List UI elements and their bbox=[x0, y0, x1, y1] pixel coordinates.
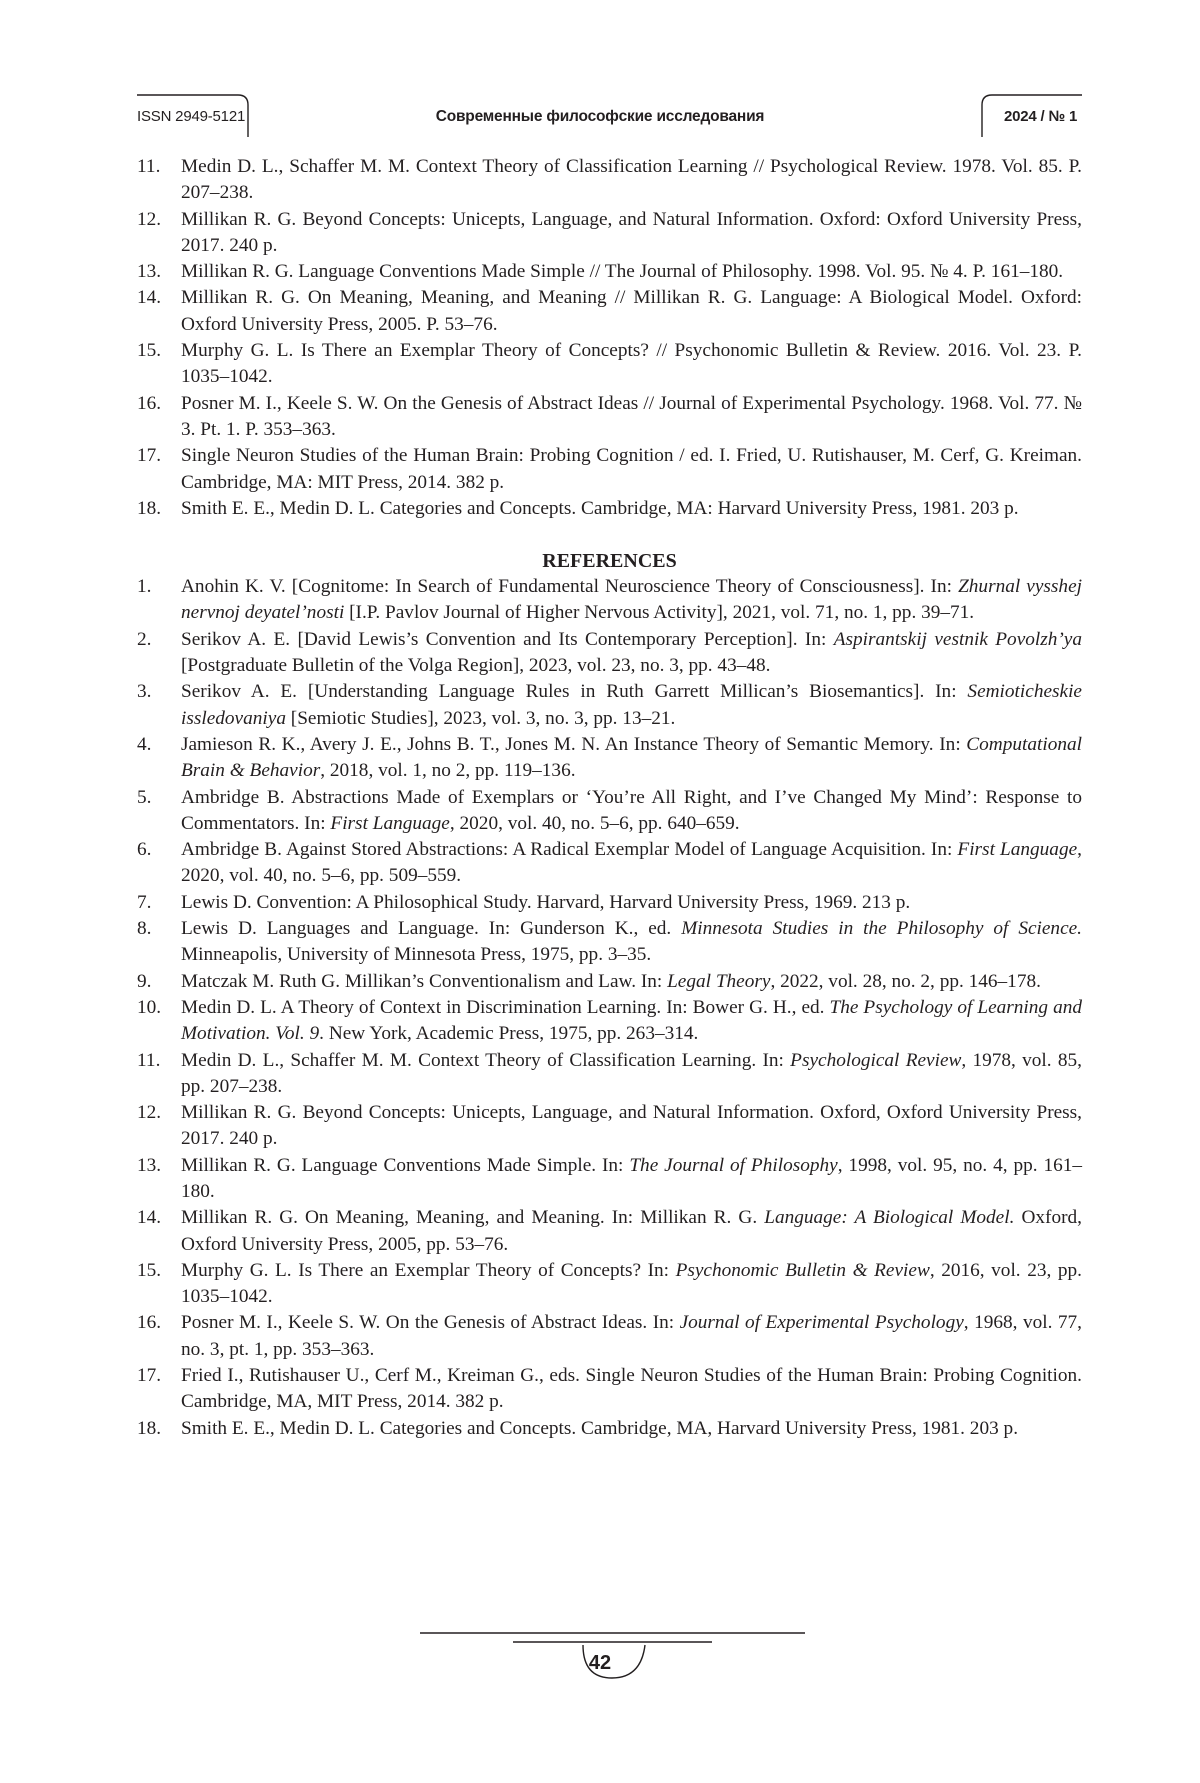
reference-source-title: The Journal of Philosophy bbox=[629, 1154, 838, 1176]
reference-item bbox=[137, 1205, 1082, 1258]
reference-source-title: Aspirantskij vestnik Povolzh’ya bbox=[833, 628, 1083, 650]
reference-item bbox=[137, 1310, 1082, 1363]
reference-source-title: Journal of Experimental Psychology bbox=[679, 1312, 964, 1334]
reference-item bbox=[137, 837, 1082, 890]
reference-text bbox=[181, 681, 1082, 728]
reference-text bbox=[181, 918, 1082, 965]
reference-text-segment: Minneapolis, University of Minnesota Press, 1975, pp. 3–35. bbox=[181, 944, 652, 966]
reference-text-segment: Posner M. I., Keele S. W. On the Genesis of Abstract Ideas. In: bbox=[181, 1312, 680, 1334]
reference-text-segment: Millikan R. G. On Meaning, Meaning, and Meaning. In: Millikan R. G. bbox=[181, 1207, 765, 1229]
reference-item bbox=[137, 443, 1082, 496]
reference-text-segment: Smith E. E., Medin D. L. Categories and Concepts. Cambridge, MA: Harvard University Press, 1981. 203 p. bbox=[181, 497, 1019, 519]
reference-item bbox=[137, 1153, 1082, 1206]
reference-item bbox=[137, 207, 1082, 260]
reference-source-title: Legal Theory bbox=[667, 970, 771, 992]
reference-text-segment: Millikan R. G. Language Conventions Made Simple. In: bbox=[181, 1154, 630, 1176]
reference-item bbox=[137, 574, 1082, 627]
reference-number: 5. bbox=[137, 786, 152, 808]
reference-item bbox=[137, 995, 1082, 1048]
reference-source-title: Minnesota Studies in the Philosophy of Science. bbox=[681, 918, 1083, 940]
reference-item bbox=[137, 1258, 1082, 1311]
reference-text bbox=[181, 1365, 1082, 1412]
reference-text-segment: , 2020, vol. 40, no. 5–6, pp. 640–659. bbox=[449, 812, 740, 834]
reference-text-segment: Smith E. E., Medin D. L. Categories and Concepts. Cambridge, MA, Harvard University Press, 1981. 203 p. bbox=[181, 1417, 1019, 1439]
reference-text-segment: Jamieson R. K., Avery J. E., Johns B. T., Jones M. N. An Instance Theory of Semantic Memory. In: bbox=[181, 733, 967, 755]
reference-number: 17. bbox=[137, 445, 162, 467]
reference-item bbox=[137, 338, 1082, 391]
reference-source-title: Psychological Review bbox=[790, 1049, 962, 1071]
reference-text bbox=[181, 1155, 1082, 1202]
reference-item bbox=[137, 969, 1082, 995]
reference-number: 18. bbox=[137, 497, 162, 519]
reference-text bbox=[181, 156, 1082, 203]
reference-text-segment: Murphy G. L. Is There an Exemplar Theory of Concepts? In: bbox=[181, 1259, 676, 1281]
reference-number: 1. bbox=[137, 576, 152, 598]
reference-text-segment: , 1968, vol. 77, no. 3, pt. 1, pp. 353–363. bbox=[181, 1312, 1082, 1360]
reference-text-segment: Single Neuron Studies of the Human Brain: Probing Cognition / ed. I. Fried, U. Rutishauser, M. Cerf, G. Kreiman. Cambridge, MA: MIT Press, 2014. 382 p. bbox=[181, 445, 1082, 493]
reference-text-segment: Posner M. I., Keele S. W. On the Genesis of Abstract Ideas // Journal of Experimental Psychology. 1968. Vol. 77. № 3. Pt. 1. P. 353–363. bbox=[181, 392, 1082, 440]
reference-text-segment: Serikov A. E. [David Lewis’s Convention and Its Contemporary Perception]. In: bbox=[181, 628, 834, 650]
reference-text-segment: Oxford, Oxford University Press, 2005, pp. 53–76. bbox=[181, 1207, 1082, 1255]
reference-text-segment: Millikan R. G. On Meaning, Meaning, and Meaning // Millikan R. G. Language: A Biological Model. Oxford: Oxford University Press, 2005. P. 53–76. bbox=[181, 287, 1082, 335]
reference-number: 16. bbox=[137, 392, 162, 414]
reference-number: 2. bbox=[137, 628, 152, 650]
reference-text bbox=[181, 261, 1063, 282]
page-content bbox=[137, 154, 1082, 1442]
reference-number: 12. bbox=[137, 208, 162, 230]
reference-source-title: Psychonomic Bulletin & Review bbox=[675, 1259, 930, 1281]
reference-number: 11. bbox=[137, 1049, 161, 1071]
reference-text-segment: Fried I., Rutishauser U., Cerf M., Kreiman G., eds. Single Neuron Studies of the Human Brain: Probing Cognition. Cambridge, MA, MIT Press, 2014. 382 p. bbox=[181, 1365, 1082, 1413]
reference-item bbox=[137, 890, 1082, 916]
reference-text bbox=[181, 445, 1082, 492]
reference-number: 14. bbox=[137, 287, 162, 309]
reference-text-segment: Millikan R. G. Language Conventions Made Simple // The Journal of Philosophy. 1998. Vol. 95. № 4. P. 161–180. bbox=[181, 261, 1064, 283]
reference-text-segment: [Semiotic Studies], 2023, vol. 3, no. 3, pp. 13–21. bbox=[285, 707, 676, 729]
reference-number: 4. bbox=[137, 733, 152, 755]
reference-text-segment: Medin D. L. A Theory of Context in Discrimination Learning. In: Bower G. H., ed. bbox=[181, 996, 830, 1018]
reference-text bbox=[181, 209, 1082, 256]
reference-item bbox=[137, 679, 1082, 732]
reference-text-segment: . New York, Academic Press, 1975, pp. 263–314. bbox=[319, 1023, 699, 1045]
reference-text-segment: [Postgraduate Bulletin of the Volga Region], 2023, vol. 23, no. 3, pp. 43–48. bbox=[181, 655, 771, 677]
reference-number: 18. bbox=[137, 1417, 162, 1439]
reference-text-segment: Anohin K. V. [Cognitome: In Search of Fundamental Neuroscience Theory of Consciousness]. In: bbox=[181, 576, 959, 598]
journal-issn: ISSN 2949-5121 bbox=[137, 108, 246, 125]
reference-source-title: The Psychology of Learning and Motivation. Vol. 9 bbox=[181, 996, 1082, 1045]
reference-source-title: First Language bbox=[330, 812, 450, 834]
page-footer bbox=[0, 1620, 1200, 1710]
reference-number: 9. bbox=[137, 970, 152, 992]
reference-item bbox=[137, 391, 1082, 444]
reference-text bbox=[181, 340, 1082, 387]
reference-text bbox=[181, 1260, 1082, 1307]
reference-text-segment: Millikan R. G. Beyond Concepts: Unicepts, Language, and Natural Information. Oxford, Oxford University Press, 2017. 240 p. bbox=[181, 1102, 1082, 1150]
reference-text bbox=[181, 498, 1019, 519]
journal-issue: 2024 / № 1 bbox=[1004, 108, 1078, 125]
reference-text bbox=[181, 971, 1041, 992]
reference-source-title: Language: A Biological Model. bbox=[764, 1207, 1015, 1229]
reference-text bbox=[181, 997, 1082, 1044]
reference-text-segment: Lewis D. Languages and Language. In: Gunderson K., ed. bbox=[181, 918, 682, 940]
reference-text-segment: Millikan R. G. Beyond Concepts: Unicepts, Language, and Natural Information. Oxford: Oxford University Press, 2017. 240 p. bbox=[181, 208, 1082, 256]
reference-text bbox=[181, 892, 910, 913]
reference-number: 12. bbox=[137, 1102, 162, 1124]
references-list bbox=[137, 574, 1082, 1442]
journal-title: Современные философские исследования bbox=[435, 108, 765, 125]
reference-item bbox=[137, 785, 1082, 838]
reference-text-segment: Ambridge B. Against Stored Abstractions: A Radical Exemplar Model of Language Acquisition. In: bbox=[181, 839, 958, 861]
reference-text-segment: , 2018, vol. 1, no 2, pp. 119–136. bbox=[320, 760, 576, 782]
references-heading: REFERENCES bbox=[542, 550, 677, 573]
reference-text-segment: , 2022, vol. 28, no. 2, pp. 146–178. bbox=[770, 970, 1041, 992]
reference-text bbox=[181, 787, 1082, 834]
reference-item bbox=[137, 1048, 1082, 1101]
reference-number: 11. bbox=[137, 156, 161, 177]
reference-text-segment: , 2016, vol. 23, pp. 1035–1042. bbox=[181, 1259, 1082, 1308]
reference-text bbox=[181, 734, 1082, 781]
reference-text-segment: Ambridge B. Abstractions Made of Exemplars or ‘You’re All Right, and I’ve Changed My Mind’: Response to Commentators. In: bbox=[181, 786, 1082, 834]
reference-text bbox=[181, 629, 1082, 676]
reference-number: 14. bbox=[137, 1207, 162, 1229]
reference-text bbox=[181, 1418, 1018, 1439]
reference-item bbox=[137, 259, 1082, 285]
reference-text bbox=[181, 576, 1082, 623]
running-header bbox=[0, 0, 1200, 150]
reference-item bbox=[137, 1100, 1082, 1153]
bibliography-russian-continued bbox=[137, 154, 1082, 522]
reference-text bbox=[181, 1207, 1082, 1254]
reference-number: 15. bbox=[137, 1259, 162, 1281]
reference-text-segment: [I.P. Pavlov Journal of Higher Nervous Activity], 2021, vol. 71, no. 1, pp. 39–71. bbox=[344, 602, 975, 624]
reference-text bbox=[181, 1312, 1082, 1359]
reference-item bbox=[137, 496, 1082, 522]
reference-number: 13. bbox=[137, 261, 162, 283]
reference-number: 3. bbox=[137, 681, 152, 703]
reference-number: 8. bbox=[137, 918, 152, 940]
reference-text-segment: Medin D. L., Schaffer M. M. Context Theory of Classification Learning. In: bbox=[181, 1049, 791, 1071]
reference-item bbox=[137, 916, 1082, 969]
reference-number: 15. bbox=[137, 340, 162, 362]
reference-text-segment: , 2020, vol. 40, no. 5–6, pp. 509–559. bbox=[181, 839, 1082, 887]
reference-source-title: Computational Brain & Behavior bbox=[181, 733, 1082, 782]
reference-text bbox=[181, 839, 1082, 886]
page-number: 42 bbox=[588, 1652, 612, 1674]
reference-number: 13. bbox=[137, 1154, 162, 1176]
reference-number: 6. bbox=[137, 839, 152, 861]
reference-item bbox=[137, 1363, 1082, 1416]
reference-text bbox=[181, 1050, 1082, 1097]
reference-text-segment: , 1998, vol. 95, no. 4, pp. 161–180. bbox=[181, 1154, 1083, 1202]
reference-text-segment: Murphy G. L. Is There an Exemplar Theory of Concepts? // Psychonomic Bulletin & Review. 2016. Vol. 23. P. 1035–1042. bbox=[181, 340, 1082, 388]
reference-text-segment: Matczak M. Ruth G. Millikan’s Conventionalism and Law. In: bbox=[181, 970, 668, 992]
reference-source-title: Semioticheskie issledovaniya bbox=[181, 681, 1082, 729]
reference-item bbox=[137, 627, 1082, 680]
reference-text-segment: Lewis D. Convention: A Philosophical Study. Harvard, Harvard University Press, 1969. 213 p. bbox=[181, 891, 911, 913]
reference-text bbox=[181, 287, 1082, 334]
reference-source-title: Zhurnal vysshej nervnoj deyatel’nosti bbox=[181, 576, 1082, 624]
reference-number: 17. bbox=[137, 1365, 162, 1387]
reference-text bbox=[181, 1102, 1082, 1149]
reference-source-title: First Language bbox=[957, 839, 1078, 861]
reference-text-segment: Medin D. L., Schaffer M. M. Context Theory of Classification Learning // Psychological Review. 1978. Vol. 85. P. 207–238. bbox=[181, 156, 1082, 204]
reference-number: 7. bbox=[137, 891, 152, 913]
reference-item bbox=[137, 154, 1082, 207]
reference-number: 10. bbox=[137, 996, 162, 1018]
reference-text-segment: Serikov A. E. [Understanding Language Rules in Ruth Garrett Millican’s Biosemantics]. In: bbox=[181, 681, 968, 703]
reference-text bbox=[181, 393, 1082, 440]
reference-text-segment: , 1978, vol. 85, pp. 207–238. bbox=[181, 1049, 1082, 1097]
reference-item bbox=[137, 285, 1082, 338]
header-frame-lines bbox=[0, 0, 1200, 150]
reference-item bbox=[137, 732, 1082, 785]
reference-number: 16. bbox=[137, 1312, 162, 1334]
reference-item bbox=[137, 1416, 1082, 1442]
